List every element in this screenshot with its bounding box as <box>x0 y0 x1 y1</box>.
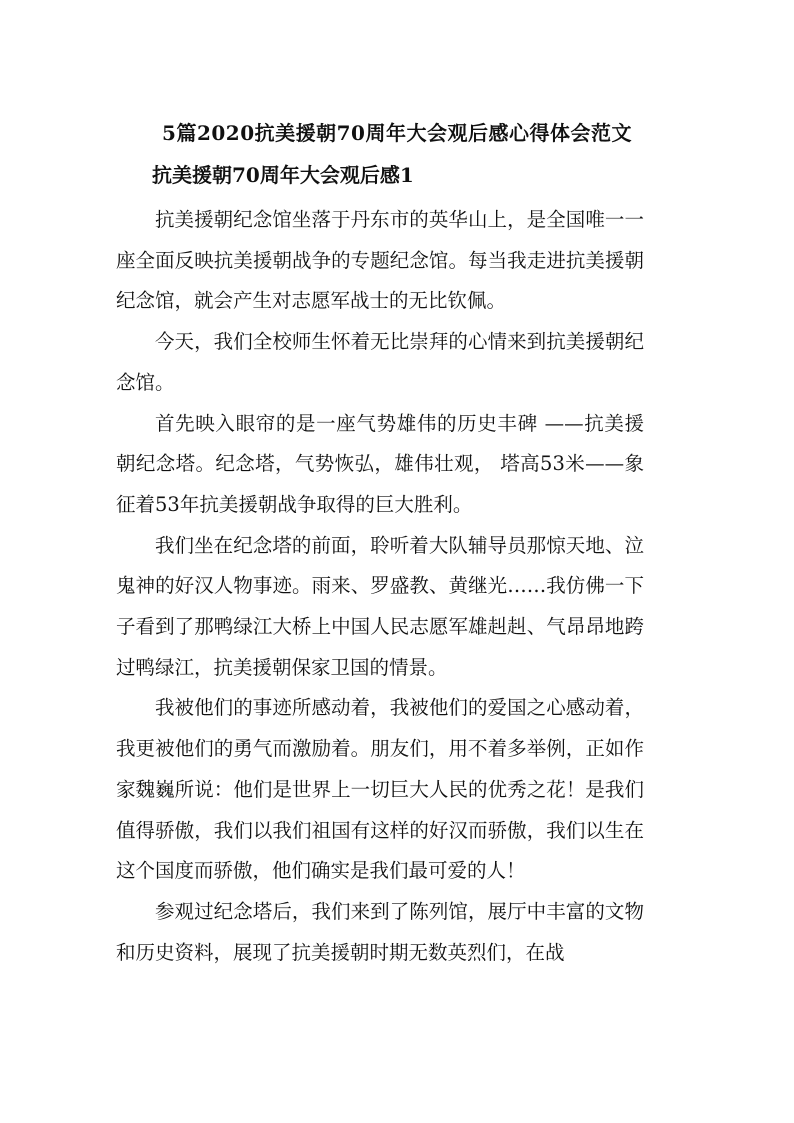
document-title: 5篇2020抗美援朝70周年大会观后感心得体会范文 <box>162 121 632 145</box>
paragraph-4: 我们坐在纪念塔的前面，聆听着大队辅导员那惊天地、泣鬼神的好汉人物事迹。雨来、罗盛教、黄继光……我仿佛一下子看到了那鸭绿江大桥上中国人民志愿军雄赳赳、气昂昂地跨过鸭绿江，抗美援朝保家卫国的情景。 <box>116 533 644 679</box>
paragraph-1: 抗美援朝纪念馆坐落于丹东市的英华山上，是全国唯一一座全面反映抗美援朝战争的专题纪念馆。每当我走进抗美援朝纪念馆，就会产生对志愿军战士的无比钦佩。 <box>116 208 644 313</box>
paragraph-3: 首先映入眼帘的是一座气势雄伟的历史丰碑 ——抗美援朝纪念塔。纪念塔，气势恢弘，雄伟壮观， 塔高53米——象征着53年抗美援朝战争取得的巨大胜利。 <box>116 411 644 516</box>
paragraph-2: 今天，我们全校师生怀着无比崇拜的心情来到抗美援朝纪念馆。 <box>116 330 644 394</box>
paragraph-5: 我被他们的事迹所感动着，我被他们的爱国之心感动着，我更被他们的勇气而激励着。朋友们，用不着多举例，正如作家魏巍所说：他们是世界上一切巨大人民的优秀之花！是我们值得骄傲，我们以我们祖国有这样的好汉而骄傲，我们以生在这个国度而骄傲，他们确实是我们最可爱的人！ <box>116 696 644 883</box>
paragraph-6: 参观过纪念塔后，我们来到了陈列馆，展厅中丰富的文物和历史资料，展现了抗美援朝时期无数英烈们，在战 <box>116 899 644 964</box>
document-body <box>116 200 644 973</box>
section-title: 抗美援朝70周年大会观后感1 <box>152 163 414 187</box>
